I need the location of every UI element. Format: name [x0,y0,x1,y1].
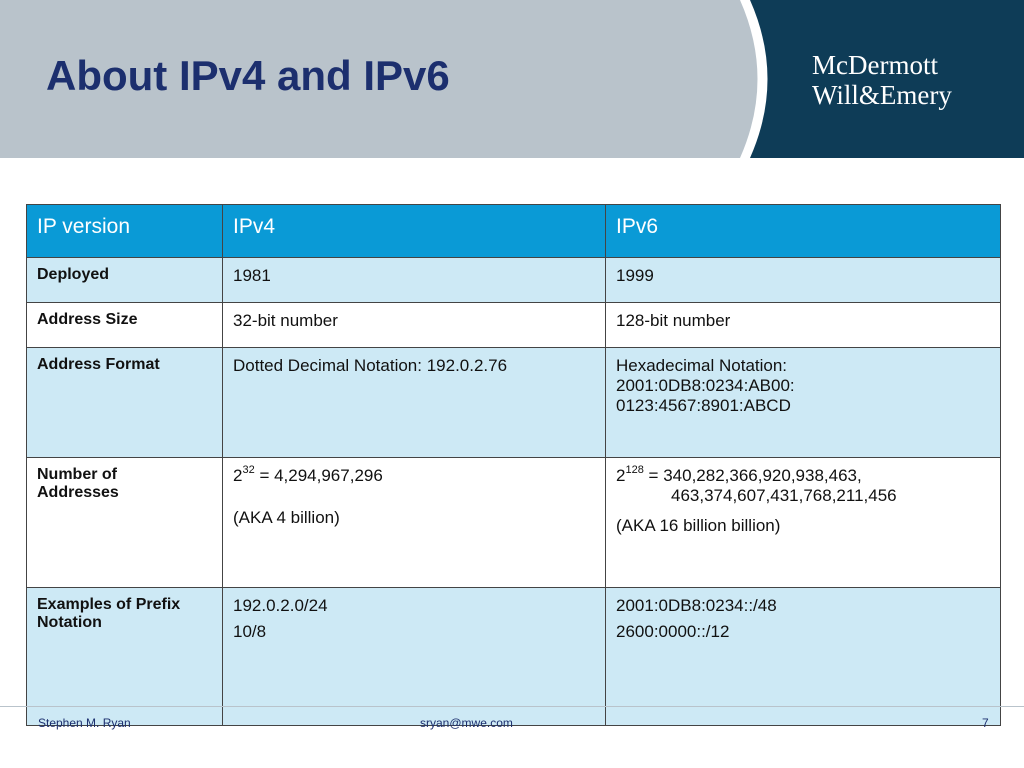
row-label-address-size: Address Size [27,303,223,348]
row-label-prefix-line-2: Notation [37,614,102,631]
cell-ipv4-prefix-examples [223,588,606,726]
row-label-prefix-line-1: Examples of Prefix [37,596,181,613]
row-label-deployed: Deployed [27,258,223,303]
table-row-address-size [27,303,1001,348]
cell-ipv6-address-format [606,348,1001,458]
cell-ipv6-number-of-addresses [606,458,1001,588]
row-label-prefix-examples [27,588,223,726]
footer-email: sryan@mwe.com [420,716,513,730]
row-label-number-line-2: Addresses [37,484,119,501]
header-ip-version: IP version [27,205,223,258]
ipv6-count-base: 2 [616,466,626,485]
table-row-deployed [27,258,1001,303]
ipv4-count-value: = 4,294,967,296 [254,466,383,485]
cell-ipv4-address-format: Dotted Decimal Notation: 192.0.2.76 [223,348,606,458]
header-ipv4: IPv4 [223,205,606,258]
ipv6-prefix-2: 2600:0000::/12 [616,622,730,641]
ipv6-count-exponent: 128 [625,464,644,476]
ipv4-count-base: 2 [233,466,243,485]
ipv4-address-count [233,466,595,486]
ipv6-address-count [616,466,990,486]
logo-line-2: Will&Emery [812,80,952,110]
slide-title: About IPv4 and IPv6 [46,52,450,99]
ipv4-count-aka: (AKA 4 billion) [233,508,340,527]
ipv4-prefix-2: 10/8 [233,622,267,641]
table-row-address-format [27,348,1001,458]
row-label-number-of-addresses [27,458,223,588]
footer-author: Stephen M. Ryan [38,716,131,730]
footer-page-number: 7 [982,716,989,730]
table-row-prefix-examples [27,588,1001,726]
company-logo [812,50,952,110]
ipv6-count-value-1: = 340,282,366,920,938,463, [643,466,862,485]
table-header-row [27,205,1001,258]
cell-ipv6-address-size: 128-bit number [606,303,1001,348]
ipv6-prefix-1: 2001:0DB8:0234::/48 [616,596,777,615]
cell-ipv4-number-of-addresses [223,458,606,588]
ipv6-format-line-3: 0123:4567:8901:ABCD [616,396,791,415]
ipv4-prefix-1: 192.0.2.0/24 [233,596,328,615]
ip-comparison-table [26,204,1001,726]
logo-line-1: McDermott [812,50,938,80]
ipv6-format-line-2: 2001:0DB8:0234:AB00: [616,376,795,395]
header-ipv6: IPv6 [606,205,1001,258]
cell-ipv4-address-size: 32-bit number [223,303,606,348]
ipv4-count-exponent: 32 [242,464,255,476]
footer-divider [0,706,1024,707]
row-label-number-line-1: Number of [37,466,117,483]
ipv6-count-value-2: 463,374,607,431,768,211,456 [671,486,897,505]
cell-ipv6-deployed: 1999 [606,258,1001,303]
ipv6-format-line-1: Hexadecimal Notation: [616,356,788,375]
ipv6-count-aka: (AKA 16 billion billion) [616,516,781,535]
cell-ipv4-deployed: 1981 [223,258,606,303]
cell-ipv6-prefix-examples [606,588,1001,726]
table-row-number-of-addresses [27,458,1001,588]
row-label-address-format: Address Format [27,348,223,458]
